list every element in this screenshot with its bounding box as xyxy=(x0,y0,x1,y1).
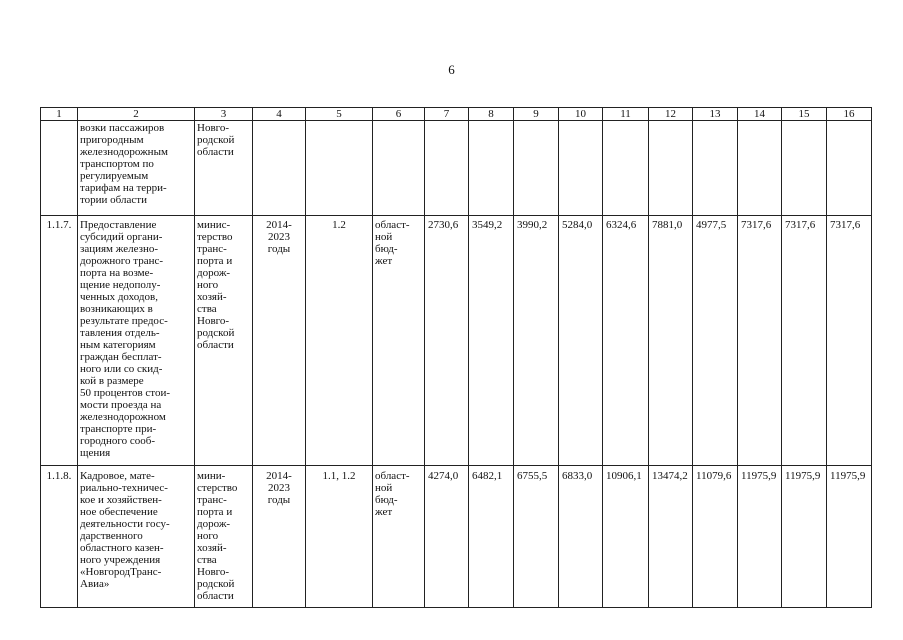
value-cell: 7317,6 xyxy=(782,216,827,466)
funding-source: област- ной бюд- жет xyxy=(373,216,425,466)
period: 2014- 2023 годы xyxy=(253,216,306,466)
value-cell xyxy=(559,121,603,216)
value-cell: 5284,0 xyxy=(559,216,603,466)
value-cell xyxy=(425,121,469,216)
col-header: 3 xyxy=(195,108,253,121)
header-row xyxy=(41,108,872,121)
col-header: 5 xyxy=(306,108,373,121)
col-header: 9 xyxy=(514,108,559,121)
target-indicator: 1.1, 1.2 xyxy=(306,466,373,608)
period: 2014- 2023 годы xyxy=(253,466,306,608)
row-number: 1.1.7. xyxy=(41,216,78,466)
value-cell: 10906,1 xyxy=(603,466,649,608)
col-header: 7 xyxy=(425,108,469,121)
period xyxy=(253,121,306,216)
program-table xyxy=(40,107,872,608)
measure-name: возки пассажиров пригородным железнодорожным транспортом по регулируемым тарифам на терри- тории области xyxy=(78,121,195,216)
value-cell xyxy=(469,121,514,216)
col-header: 4 xyxy=(253,108,306,121)
col-header: 11 xyxy=(603,108,649,121)
table-row xyxy=(41,466,872,608)
value-cell: 13474,2 xyxy=(649,466,693,608)
value-cell xyxy=(738,121,782,216)
executor: Новго- родской области xyxy=(195,121,253,216)
value-cell xyxy=(693,121,738,216)
col-header: 16 xyxy=(827,108,872,121)
value-cell: 6482,1 xyxy=(469,466,514,608)
row-number: 1.1.8. xyxy=(41,466,78,608)
executor: мини- стерство транс- порта и дорож- ного хозяй- ства Новго- родской области xyxy=(195,466,253,608)
col-header: 10 xyxy=(559,108,603,121)
value-cell: 11975,9 xyxy=(782,466,827,608)
col-header: 13 xyxy=(693,108,738,121)
value-cell xyxy=(603,121,649,216)
table-row xyxy=(41,121,872,216)
value-cell xyxy=(649,121,693,216)
col-header: 12 xyxy=(649,108,693,121)
value-cell: 11079,6 xyxy=(693,466,738,608)
col-header: 8 xyxy=(469,108,514,121)
value-cell xyxy=(782,121,827,216)
value-cell: 7317,6 xyxy=(738,216,782,466)
funding-source xyxy=(373,121,425,216)
value-cell: 4274,0 xyxy=(425,466,469,608)
value-cell xyxy=(514,121,559,216)
funding-source: област- ной бюд- жет xyxy=(373,466,425,608)
target-indicator xyxy=(306,121,373,216)
row-number xyxy=(41,121,78,216)
col-header: 2 xyxy=(78,108,195,121)
value-cell: 11975,9 xyxy=(827,466,872,608)
value-cell xyxy=(827,121,872,216)
col-header: 1 xyxy=(41,108,78,121)
col-header: 15 xyxy=(782,108,827,121)
value-cell: 3990,2 xyxy=(514,216,559,466)
value-cell: 7317,6 xyxy=(827,216,872,466)
measure-name: Кадровое, мате- риально-техничес- кое и хозяйствен- ное обеспечение деятельности госу- дарственного областного казен- ного учреждения «НовгородТранс- Авиа» xyxy=(78,466,195,608)
col-header: 6 xyxy=(373,108,425,121)
value-cell: 2730,6 xyxy=(425,216,469,466)
value-cell: 4977,5 xyxy=(693,216,738,466)
value-cell: 6324,6 xyxy=(603,216,649,466)
value-cell: 3549,2 xyxy=(469,216,514,466)
executor: минис- терство транс- порта и дорож- ного хозяй- ства Новго- родской области xyxy=(195,216,253,466)
table-row xyxy=(41,216,872,466)
value-cell: 7881,0 xyxy=(649,216,693,466)
col-header: 14 xyxy=(738,108,782,121)
value-cell: 11975,9 xyxy=(738,466,782,608)
value-cell: 6833,0 xyxy=(559,466,603,608)
page-number: 6 xyxy=(448,62,455,77)
value-cell: 6755,5 xyxy=(514,466,559,608)
target-indicator: 1.2 xyxy=(306,216,373,466)
measure-name: Предоставление субсидий органи- зациям железно- дорожного транс- порта на возме- щение недополу- ченных доходов, возникающих в результате предос- тавления отдель- ным категориям граждан бесплат- ного или со скид- кой в размере 50 процентов стои- мости проезда на железнодорожном транспорте при- городного сооб- щения xyxy=(78,216,195,466)
